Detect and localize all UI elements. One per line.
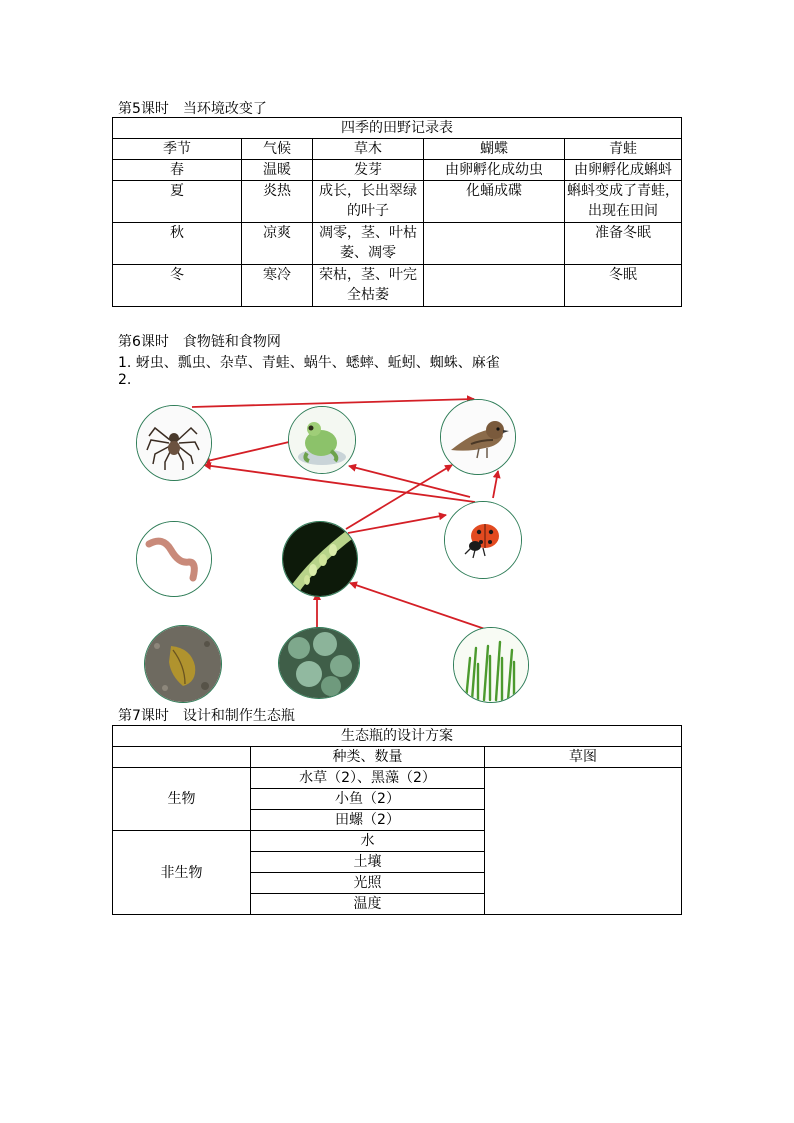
fallen-leaf-image (144, 625, 222, 703)
arrow-spider-to-sparrow (192, 399, 474, 407)
earthworm-image (136, 521, 212, 597)
table-cell (424, 223, 565, 265)
item-2-label: 2. (118, 372, 132, 388)
table-cell: 发芽 (313, 160, 424, 181)
table-row (113, 265, 682, 307)
table-cell: 寒冷 (242, 265, 313, 307)
table-cell: 冬眠 (565, 265, 682, 307)
table-cell: 化蛹成碟 (424, 181, 565, 223)
spider-image (136, 405, 212, 481)
lesson5-heading: 第5课时 当环境改变了 (118, 101, 267, 117)
nonliving-item: 水 (251, 831, 485, 852)
sketch-area (485, 768, 682, 915)
eco-bottle-table (112, 725, 682, 915)
nonliving-label: 非生物 (113, 831, 251, 915)
nonliving-item: 光照 (251, 873, 485, 894)
nonliving-item: 温度 (251, 894, 485, 915)
sparrow-image (440, 399, 516, 475)
table-cell (424, 265, 565, 307)
arrow-ladybug-to-sparrow (493, 471, 498, 498)
table-cell: 夏 (113, 181, 242, 223)
plant-image (278, 627, 360, 699)
table-cell: 由卵孵化成幼虫 (424, 160, 565, 181)
arrow-aphid-to-ladybug (348, 515, 446, 533)
arrow-frog-to-spider (203, 442, 289, 462)
table-cell: 准备冬眠 (565, 223, 682, 265)
header-butterfly: 蝴蝶 (424, 139, 565, 160)
nonliving-item: 土壤 (251, 852, 485, 873)
header-season: 季节 (113, 139, 242, 160)
living-item: 小鱼（2） (251, 789, 485, 810)
table-cell: 由卵孵化成蝌蚪 (565, 160, 682, 181)
grass-image (453, 627, 529, 703)
table-row (113, 223, 682, 265)
table-cell: 蝌蚪变成了青蛙，出现在田间 (565, 181, 682, 223)
table-cell: 凋零，茎、叶枯萎、凋零 (313, 223, 424, 265)
living-item: 水草（2）、黑藻（2） (251, 768, 485, 789)
eco-bottle-title: 生态瓶的设计方案 (113, 726, 682, 747)
table-cell: 凉爽 (242, 223, 313, 265)
aphid-image (282, 521, 358, 597)
header-frog: 青蛙 (565, 139, 682, 160)
living-item: 田螺（2） (251, 810, 485, 831)
table-cell: 炎热 (242, 181, 313, 223)
table-cell: 冬 (113, 265, 242, 307)
field-record-table (112, 117, 682, 307)
organism-list: 1. 蚜虫、瓢虫、杂草、青蛙、蜗牛、蟋蟀、蚯蚓、蜘蛛、麻雀 (118, 355, 500, 371)
table-cell: 秋 (113, 223, 242, 265)
table-row (113, 181, 682, 223)
ladybug-image (444, 501, 522, 579)
table-cell: 温暖 (242, 160, 313, 181)
arrow-grass-to-aphid (350, 583, 485, 629)
header-climate: 气候 (242, 139, 313, 160)
arrow-ladybug-to-spider (204, 465, 475, 502)
header-plants: 草木 (313, 139, 424, 160)
lesson7-heading: 第7课时 设计和制作生态瓶 (118, 708, 295, 724)
table-row (113, 160, 682, 181)
field-record-title: 四季的田野记录表 (113, 118, 682, 139)
table-cell: 成长，长出翠绿的叶子 (313, 181, 424, 223)
header-type-quantity: 种类、数量 (251, 747, 485, 768)
frog-image (288, 406, 356, 474)
table-cell: 荣枯，茎、叶完全枯萎 (313, 265, 424, 307)
table-cell: 春 (113, 160, 242, 181)
living-label: 生物 (113, 768, 251, 831)
food-web-diagram (112, 385, 552, 705)
header-sketch: 草图 (485, 747, 682, 768)
empty-header-cell (113, 747, 251, 768)
lesson6-heading: 第6课时 食物链和食物网 (118, 334, 281, 350)
